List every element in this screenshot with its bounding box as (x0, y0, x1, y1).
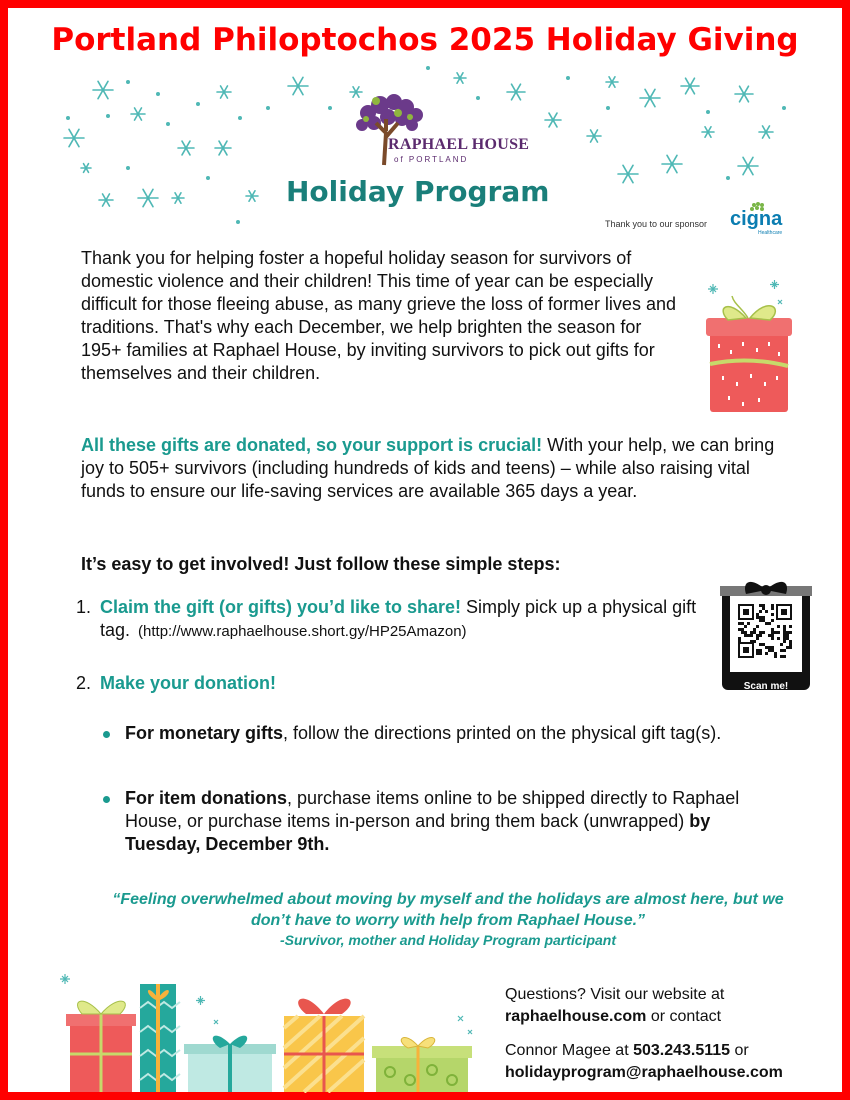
logo-subname: of PORTLAND (394, 155, 469, 164)
bullet-dot (103, 731, 110, 738)
step-1-number: 1. (76, 597, 92, 617)
support-text: With your help, we can bring joy to 505+ survivors (including hundreds of kids and teens) – while also raising vital funds to ensure our life-saving services are available 365 days a year. (81, 435, 775, 501)
support-highlight: All these gifts are donated, so your support is crucial! (81, 435, 543, 455)
program-title: Holiday Program (286, 175, 550, 208)
testimonial-quote: “Feeling overwhelmed about moving by myself and the holidays are almost here, but we don’t have to worry with help from Raphael House.” (112, 891, 784, 929)
testimonial-attribution: -Survivor, mother and Holiday Program participant (279, 932, 617, 948)
bullet-items (125, 787, 785, 856)
items-deadline: by Tuesday, December 9th. (125, 811, 711, 854)
qr-label: Scan me! (743, 681, 789, 692)
monetary-text: , follow the directions printed on the physical gift tag(s). (283, 723, 722, 743)
monetary-bold: For monetary gifts (125, 723, 284, 743)
support-paragraph (81, 434, 781, 503)
email-link[interactable]: holidayprogram@raphaelhouse.com (505, 1064, 783, 1081)
step-1-highlight: Claim the gift (or gifts) you’d like to share! (100, 597, 462, 617)
intro-paragraph: Thank you for helping foster a hopeful holiday season for survivors of domestic violence and their children! This time of year can be especially difficult for those fleeing abuse, as many grieve the loss of former lives and traditions. That's why each December, we help brighten the season for 195+ families at Raphael House, by inviting survivors to pick out gifts for themselves and their children. (81, 248, 676, 383)
items-text: , purchase items online to be shipped directly to Raphael House, or purchase items in-person and bring them back (unwrapped) (125, 788, 740, 831)
contact-name: Connor Magee at (505, 1042, 634, 1059)
gifts-illustration (48, 968, 478, 1093)
contact-line1: Questions? Visit our website at (505, 986, 725, 1003)
qr-code-tag[interactable] (720, 574, 812, 692)
logo-name: RAPHAEL HOUSE (388, 136, 530, 153)
bullet-monetary (125, 722, 785, 745)
gift-box-illustration (698, 278, 798, 418)
sponsor-sub: Healthcare (758, 230, 783, 236)
step-2 (76, 672, 700, 695)
step-1-text: Simply pick up a physical gift tag. (100, 597, 697, 640)
contact-block (505, 984, 835, 1084)
contact-line4 (505, 1062, 835, 1084)
or-contact-text: or contact (646, 1008, 722, 1025)
items-bold: For item donations (125, 788, 287, 808)
contact-line3 (505, 1040, 835, 1062)
amazon-url-link[interactable]: (http://www.raphaelhouse.short.gy/HP25Amazon) (138, 623, 467, 640)
phone-link[interactable]: 503.243.5115 (633, 1042, 731, 1059)
step-2-highlight: Make your donation! (100, 673, 277, 693)
sponsor-name: cigna (730, 208, 783, 230)
sponsor-thanks: Thank you to our sponsor (605, 219, 708, 229)
or-text: or (730, 1042, 749, 1059)
steps-heading: It’s easy to get involved! Just follow these simple steps: (81, 554, 561, 574)
contact-line2 (505, 1006, 835, 1028)
bullet-dot (103, 796, 110, 803)
website-link[interactable]: raphaelhouse.com (505, 1008, 647, 1025)
step-1 (76, 596, 700, 643)
step-2-number: 2. (76, 673, 92, 693)
page-title: Portland Philoptochos 2025 Holiday Giving (51, 22, 799, 58)
